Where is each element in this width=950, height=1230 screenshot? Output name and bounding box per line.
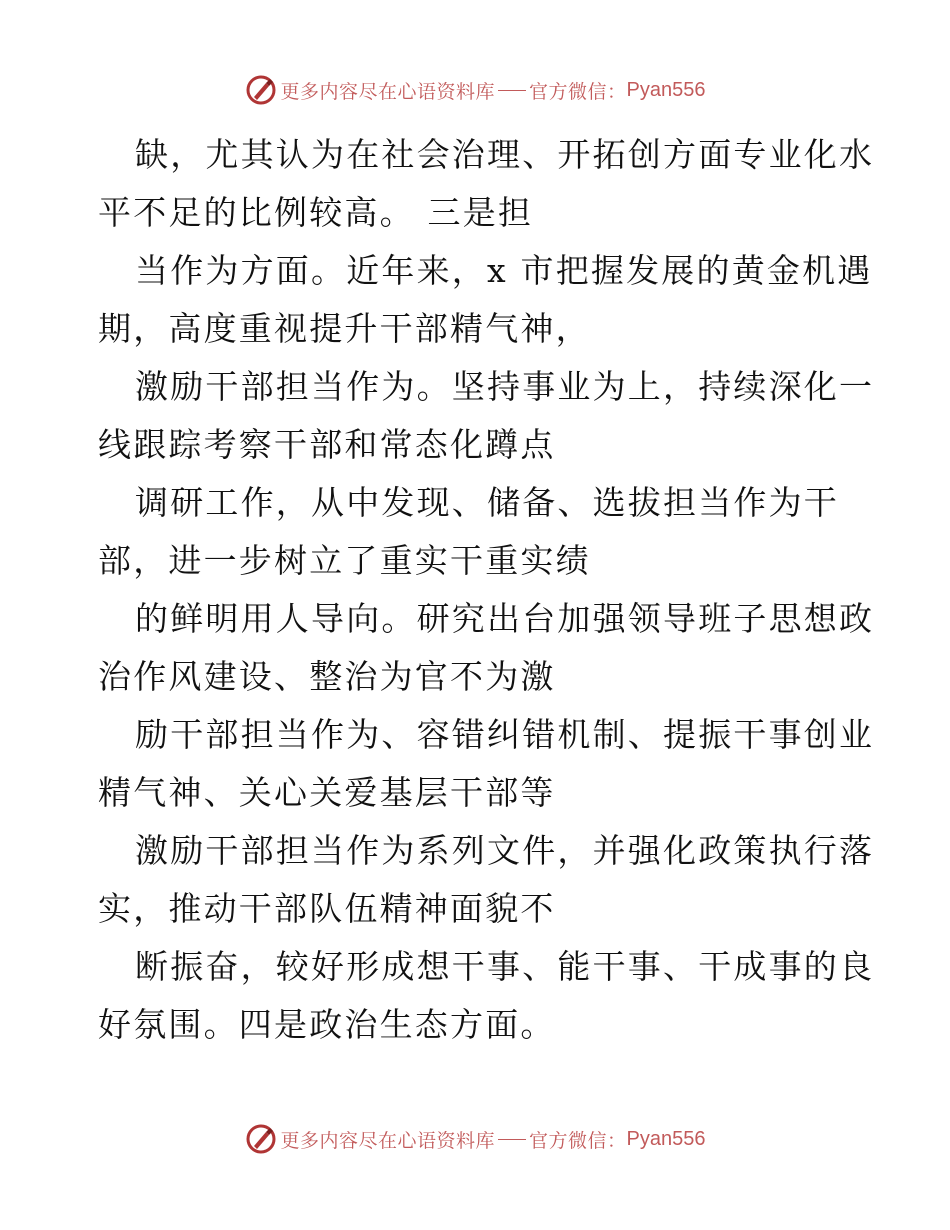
text-line: 断振奋，较好形成想干事、能干事、干成事的良	[135, 947, 875, 986]
pen-logo-icon	[245, 74, 277, 106]
text-line: 平不足的比例较高。 三是担	[98, 193, 534, 232]
text-line: 激励干部担当作为。坚持事业为上，持续深化一	[135, 367, 875, 406]
text-line: 缺，尤其认为在社会治理、开拓创方面专业化水	[135, 135, 875, 174]
banner-wechat-id: Pyan556	[626, 78, 706, 101]
text-line: 激励干部担当作为系列文件，并强化政策执行落	[135, 831, 875, 870]
text-line: 治作风建设、整治为官不为激	[98, 657, 556, 696]
banner-title: 更多内容尽在心语资料库	[280, 1129, 496, 1152]
text-line: 调研工作，从中发现、储备、选拔担当作为干	[135, 483, 839, 522]
banner-dash	[498, 90, 526, 91]
text-line: 的鲜明用人导向。研究出台加强领导班子思想政	[135, 599, 875, 638]
header-banner	[0, 70, 950, 110]
footer-banner	[0, 1119, 950, 1159]
text-line: 期，高度重视提升干部精气神，	[98, 309, 591, 348]
banner-dash	[498, 1139, 526, 1140]
text-line: 实，推动干部队伍精神面貌不	[98, 889, 556, 928]
document-body	[98, 126, 875, 1054]
banner-wechat-label: 官方微信：	[529, 1129, 627, 1152]
text-line: 当作为方面。近年来，x 市把握发展的黄金机遇	[135, 251, 873, 290]
pen-logo-icon	[245, 1123, 277, 1155]
text-line: 精气神、关心关爱基层干部等	[98, 773, 556, 812]
banner-wechat-id: Pyan556	[626, 1127, 706, 1150]
text-line: 好氛围。四是政治生态方面。	[98, 1005, 556, 1044]
text-line: 部，进一步树立了重实干重实绩	[98, 541, 591, 580]
text-line: 线跟踪考察干部和常态化蹲点	[98, 425, 556, 464]
text-line: 励干部担当作为、容错纠错机制、提振干事创业	[135, 715, 875, 754]
banner-title: 更多内容尽在心语资料库	[280, 80, 496, 103]
banner-wechat-label: 官方微信：	[529, 80, 627, 103]
